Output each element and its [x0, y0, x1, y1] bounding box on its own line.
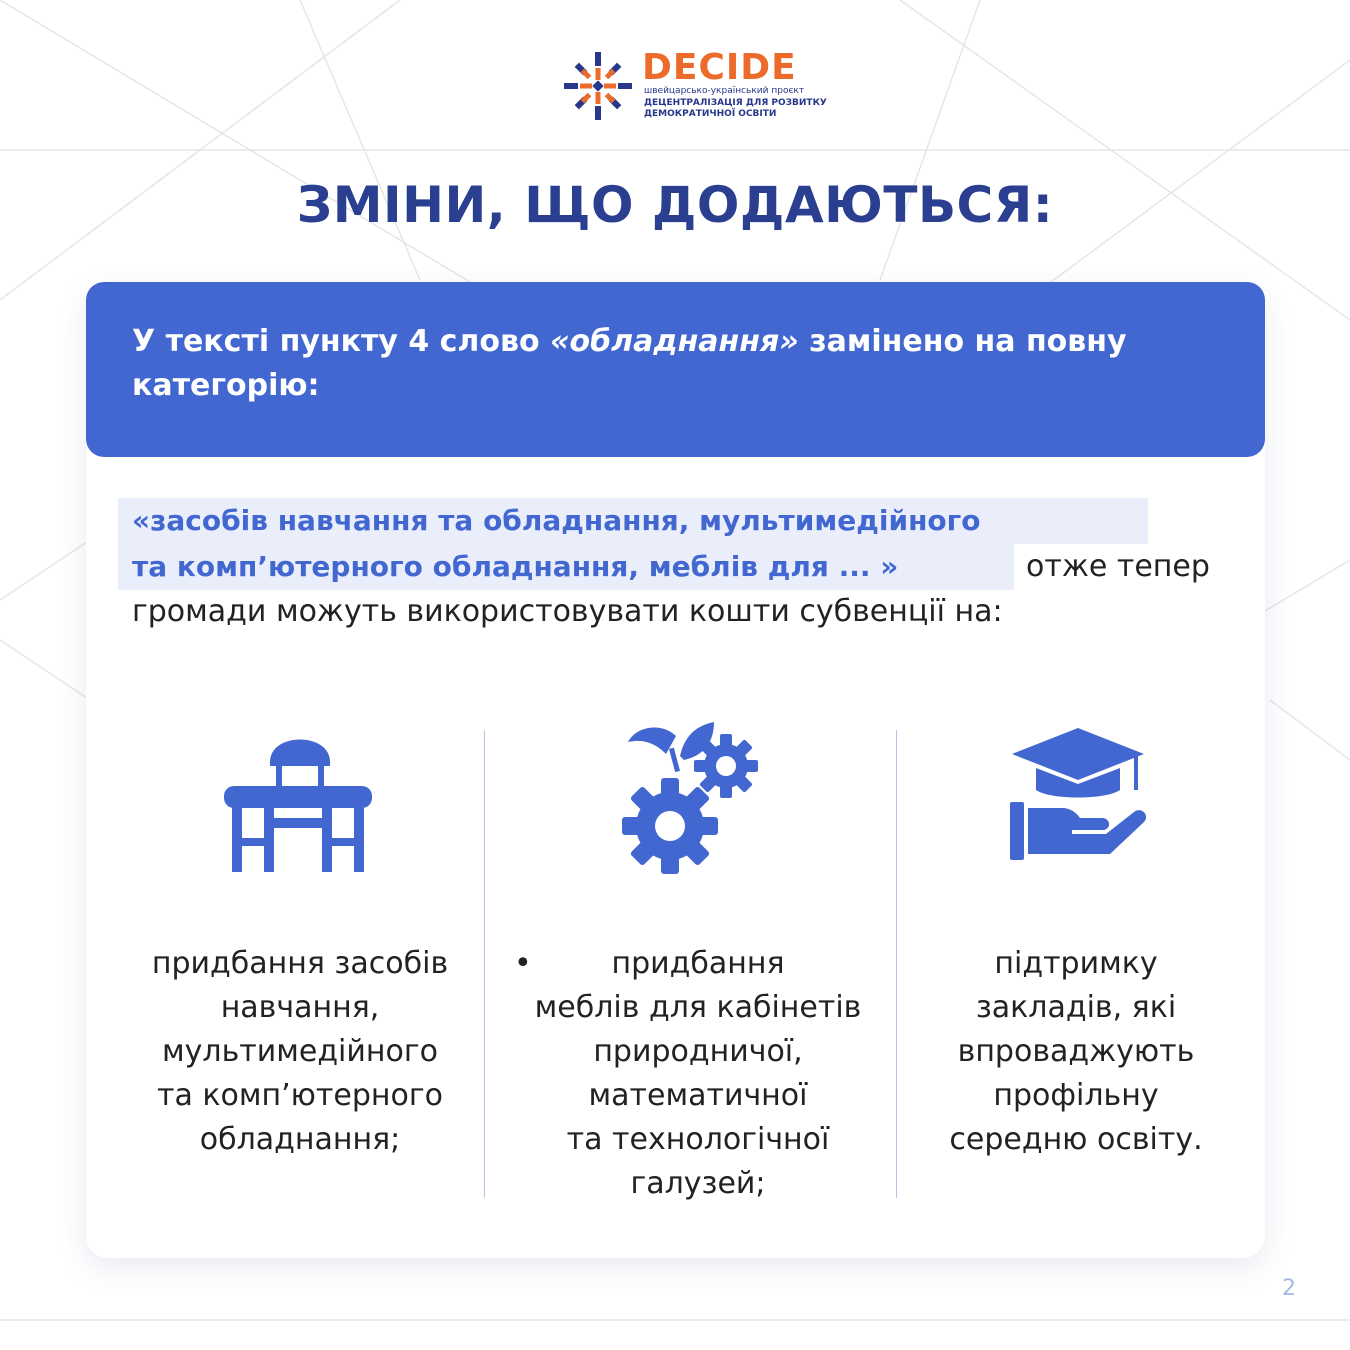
header-text: [132, 320, 1242, 408]
column-text-1: [100, 942, 500, 1162]
logo-subtitle-1: швейцарсько-український проєкт: [644, 86, 805, 96]
decide-logo: [560, 47, 827, 124]
column-3-line: профільну: [993, 1078, 1159, 1113]
content-card: [86, 282, 1265, 1258]
column-text-3: [876, 942, 1276, 1162]
continuation-text-2: громади можуть використовувати кошти субвенції на:: [132, 594, 1003, 629]
column-2-line: природничої,: [593, 1034, 803, 1069]
column-3-line: впроваджують: [957, 1034, 1195, 1069]
card-header: [86, 282, 1265, 457]
column-1-line: обладнання;: [199, 1122, 401, 1157]
quote-line-2: та комп’ютерного обладнання, меблів для ... »: [118, 544, 1014, 590]
column-2-line: придбання: [611, 946, 785, 981]
gears-leaf-icon: [622, 722, 768, 874]
page-title: ЗМІНИ, ЩО ДОДАЮТЬСЯ:: [296, 176, 1054, 234]
column-2-line: меблів для кабінетів: [534, 990, 862, 1025]
column-1-line: мультимедійного: [162, 1034, 438, 1069]
column-1-line: та комп’ютерного: [157, 1078, 443, 1113]
column-2-line: галузей;: [630, 1166, 766, 1201]
column-1-line: навчання,: [220, 990, 380, 1025]
logo-wordmark: DECIDE: [642, 47, 797, 88]
logo-subtitle-2: ДЕЦЕНТРАЛІЗАЦІЯ ДЛЯ РОЗВИТКУ: [644, 98, 827, 108]
graduation-cap-hand-icon: [1010, 728, 1146, 868]
column-2-line: та технологічної: [566, 1122, 830, 1157]
logo-mark-icon: [560, 48, 636, 124]
column-text-2: [498, 942, 898, 1206]
header-emphasis: «обладнання»: [550, 324, 799, 359]
bullet: •: [514, 946, 532, 981]
continuation-text-1: отже тепер: [1026, 549, 1210, 584]
column-3-line: закладів, які: [975, 990, 1177, 1025]
column-3-line: середню освіту.: [949, 1122, 1203, 1157]
column-1-line: придбання засобів: [151, 946, 449, 981]
logo-subtitle-3: ДЕМОКРАТИЧНОЇ ОСВІТИ: [644, 109, 777, 119]
header-text-before: У тексті пункту 4 слово: [132, 324, 551, 359]
quote-line-1: «засобів навчання та обладнання, мультимедійного: [118, 498, 1148, 544]
school-desk-icon: [224, 722, 376, 874]
page-number: 2: [1282, 1276, 1296, 1301]
column-2-line: математичної: [588, 1078, 808, 1113]
header-text-after: замінено на повну категорію:: [132, 324, 1127, 403]
column-3-line: підтримку: [994, 946, 1158, 981]
